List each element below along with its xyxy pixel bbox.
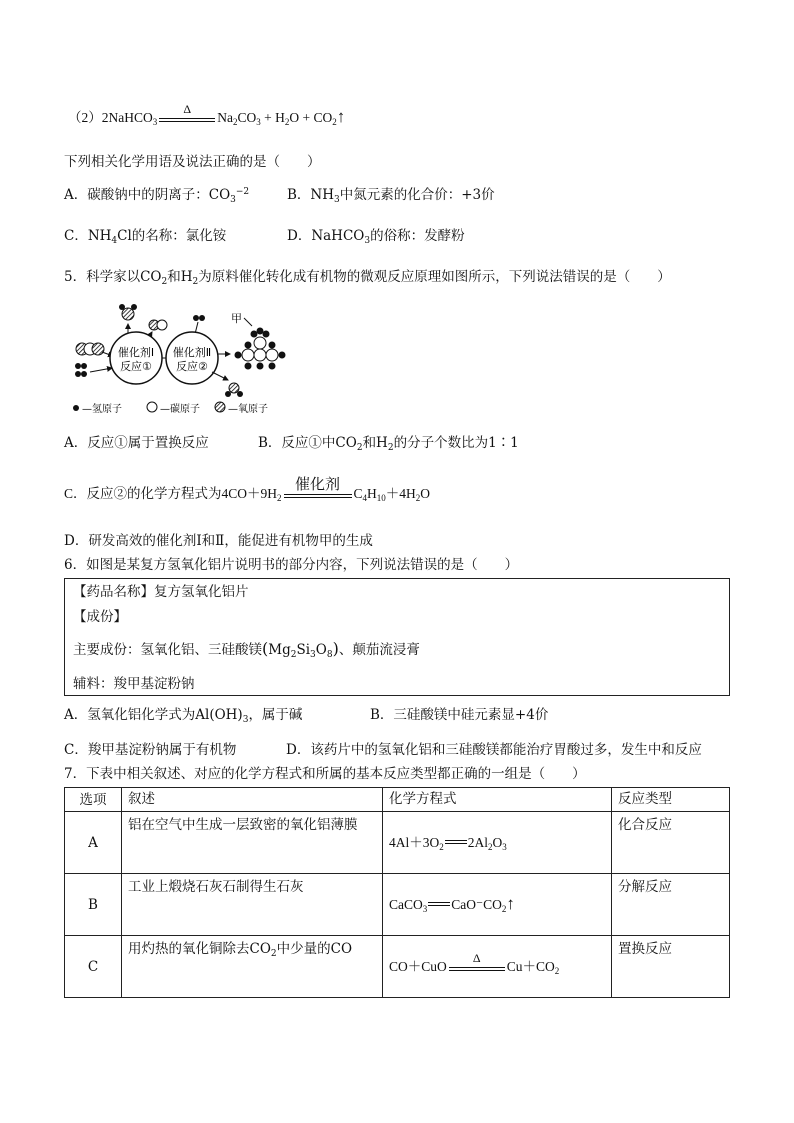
row-description: 工业上煅烧石灰石制得生石灰 bbox=[122, 874, 383, 936]
row-equation: CaCO$_3$ $CaO^-CO_2↑$ bbox=[383, 874, 612, 936]
legend-carbon: —碳原子 bbox=[160, 404, 200, 415]
q4-option-b: B．$NH_3$中氮元素的化合价：+3价 bbox=[287, 187, 495, 205]
co2-molecule bbox=[76, 343, 104, 355]
row-equation: $4Al+3O_2$ $2Al_2O_3$ bbox=[383, 812, 612, 874]
catalyst-1-label: 催化剂Ⅰ bbox=[117, 346, 155, 359]
heating-condition: Δ bbox=[159, 110, 215, 124]
box-line-2: 【成份】 bbox=[73, 609, 127, 625]
q5-option-c: C．反应②的化学方程式为$4CO+9H_2$ 催化剂 $C_4H_{10}+4H_2O$ bbox=[64, 475, 431, 503]
q4-option-a: A．碳酸钠中的阴离子：$CO_3^{-2}$ bbox=[64, 187, 250, 205]
row-type: 分解反应 bbox=[612, 874, 730, 936]
q4-option-d: D．NaHCO$_3$的俗称：发酵粉 bbox=[287, 228, 465, 246]
box-line-3: 主要成份：氢氧化铝、三硅酸镁$(Mg_2Si_3O_8)$、颠茄流浸膏 bbox=[73, 639, 420, 660]
q6-stem: 6．如图是某复方氢氧化铝片说明书的部分内容，下列说法错误的是（ ） bbox=[64, 557, 519, 573]
box-line-1: 【药品名称】复方氢氧化铝片 bbox=[73, 584, 249, 600]
q4-option-c: C．$NH_4Cl$的名称：氯化铵 bbox=[64, 228, 227, 246]
medicine-label-box bbox=[64, 578, 730, 696]
row-option: A bbox=[65, 812, 122, 874]
h2-molecule bbox=[75, 363, 87, 377]
table-row bbox=[65, 812, 730, 874]
header-type: 反应类型 bbox=[612, 788, 730, 812]
table-row bbox=[65, 874, 730, 936]
equation-line: （2）2NaHCO$_3$ Δ $Na_2CO_3 + H_2O$ + $CO_2↑$ bbox=[68, 102, 346, 127]
reaction-2-label: 反应② bbox=[176, 360, 208, 373]
water-molecule bbox=[119, 304, 137, 320]
reaction-diagram bbox=[68, 300, 288, 418]
h2-molecule-2 bbox=[193, 315, 205, 321]
row-type: 置换反应 bbox=[612, 936, 730, 998]
product-label: 甲 bbox=[231, 312, 242, 325]
row-option: C bbox=[65, 936, 122, 998]
q6-option-b: B．三硅酸镁中硅元素显+4价 bbox=[370, 707, 549, 723]
row-option: B bbox=[65, 874, 122, 936]
q5-option-d: D．研发高效的催化剂Ⅰ和Ⅱ，能促进有机物甲的生成 bbox=[64, 533, 373, 549]
q5-stem: 5．科学家以$CO_2$和$H_2$为原料催化转化成有机物的微观反应原理如图所示，下列说法错误的是（ ） bbox=[64, 269, 671, 287]
reaction-1-label: 反应① bbox=[120, 360, 152, 373]
q6-option-d: D．该药片中的氢氧化铝和三硅酸镁都能治疗胃酸过多，发生中和反应 bbox=[286, 742, 702, 758]
q7-stem: 7．下表中相关叙述、对应的化学方程式和所属的基本反应类型都正确的一组是（ ） bbox=[64, 766, 586, 782]
header-equation: 化学方程式 bbox=[383, 788, 612, 812]
box-line-4: 辅料：羧甲基淀粉钠 bbox=[73, 676, 195, 692]
header-option: 选项 bbox=[65, 788, 122, 812]
row-description: 用灼热的氧化铜除去$CO_2$中少量的CO bbox=[122, 936, 383, 998]
row-equation: CO＋CuO Δ $Cu+CO_2$ bbox=[383, 936, 612, 998]
catalyst-2-label: 催化剂Ⅱ bbox=[172, 346, 212, 359]
row-type: 化合反应 bbox=[612, 812, 730, 874]
q7-table bbox=[64, 787, 730, 998]
product-molecule bbox=[235, 328, 285, 369]
q4-stem: 下列相关化学用语及说法正确的是（ ） bbox=[64, 154, 321, 170]
q6-option-a: A．氢氧化铝化学式为$Al(OH)_3$，属于碱 bbox=[64, 707, 303, 725]
legend-oxygen: —氧原子 bbox=[228, 404, 268, 415]
table-row bbox=[65, 936, 730, 998]
catalyst-condition: 催化剂 bbox=[284, 486, 352, 500]
co-molecule bbox=[149, 320, 167, 330]
q5-option-a: A．反应①属于置换反应 bbox=[64, 435, 209, 451]
legend-hydrogen: —氢原子 bbox=[82, 404, 122, 415]
q5-option-b: B．反应①中$CO_2$和$H_2$的分子个数比为1∶1 bbox=[258, 435, 519, 453]
q6-option-c: C．羧甲基淀粉钠属于有机物 bbox=[64, 742, 237, 758]
header-description: 叙述 bbox=[122, 788, 383, 812]
heating-condition: Δ bbox=[449, 959, 505, 973]
row-description: 铝在空气中生成一层致密的氧化铝薄膜 bbox=[122, 812, 383, 874]
water-molecule-2 bbox=[225, 383, 243, 397]
